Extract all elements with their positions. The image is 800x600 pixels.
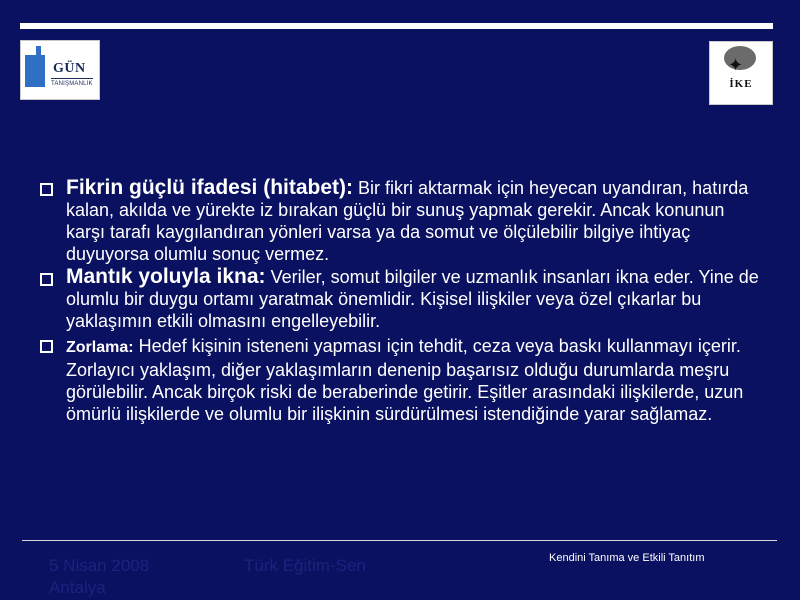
slide-content bbox=[38, 177, 763, 425]
person-icon: ✦ bbox=[728, 55, 744, 75]
gun-danismanlik-logo bbox=[20, 40, 100, 100]
bullet-title: Zorlama: bbox=[66, 339, 134, 356]
bullet-item-hitabet bbox=[38, 177, 763, 265]
bullet-item-zorlama bbox=[38, 335, 763, 425]
ike-logo bbox=[709, 41, 773, 105]
logo-bar-shape bbox=[25, 55, 45, 87]
footer-date: 5 Nisan 2008 Antalya bbox=[49, 556, 150, 597]
square-bullet-icon bbox=[40, 273, 53, 286]
logo-left-text: GÜN bbox=[53, 61, 86, 76]
top-rule bbox=[20, 23, 773, 29]
bullet-body: Bir fikri aktarmak için heyecan uyandıran, hatırda kalan, akılda ve yürekte iz bırakan güçlü bir sunuş yapmak gerekir. Ancak konunun karşı tarafı kaygılandıran yönleri varsa ya da somut ve ölçülebilir bilgiye ihtiyaç duyuyorsa olumlu sonuç vermez. bbox=[66, 178, 749, 264]
footer-presentation-title: Kendini Tanıma ve Etkili Tanıtım bbox=[549, 552, 705, 564]
bullet-title: Mantık yoluyla ikna: bbox=[66, 265, 266, 288]
bullet-body: Veriler, somut bilgiler ve uzmanlık insanları ikna eder. Yine de olumlu bir duygu ortamı yaratmak önemlidir. Kişisel ilişkiler veya özel çıkarlar bu yaklaşımın etkili olmasını engelleyebilir. bbox=[66, 267, 759, 331]
square-bullet-icon bbox=[40, 340, 53, 353]
bullet-title: Fikrin güçlü ifadesi (hitabet): bbox=[66, 176, 354, 199]
logo-left-subtext: TANIŞMANLIK bbox=[51, 81, 93, 87]
square-bullet-icon bbox=[40, 183, 53, 196]
logo-bar-shape-small bbox=[36, 46, 41, 56]
logo-left-divider bbox=[51, 78, 93, 79]
logo-right-text: İKE bbox=[729, 78, 753, 90]
footer-organization: Türk Eğitim-Sen bbox=[244, 556, 366, 575]
bottom-rule bbox=[22, 540, 777, 541]
bullet-item-mantik bbox=[38, 266, 763, 332]
bullet-body: Hedef kişinin isteneni yapması için tehdit, ceza veya baskı kullanmayı içerir. Zorlayıcı yaklaşım, diğer yaklaşımların denenip başarısız olduğu durumlarda meşru görülebilir. Ancak birçok riski de beraberinde getirir. Eşitler arasındaki ilişkilerde, uzun ömürlü ilişkilerde ve olumlu bir ilişkinin sürdürülmesi istendiğinde yarar sağlamaz. bbox=[66, 336, 744, 424]
